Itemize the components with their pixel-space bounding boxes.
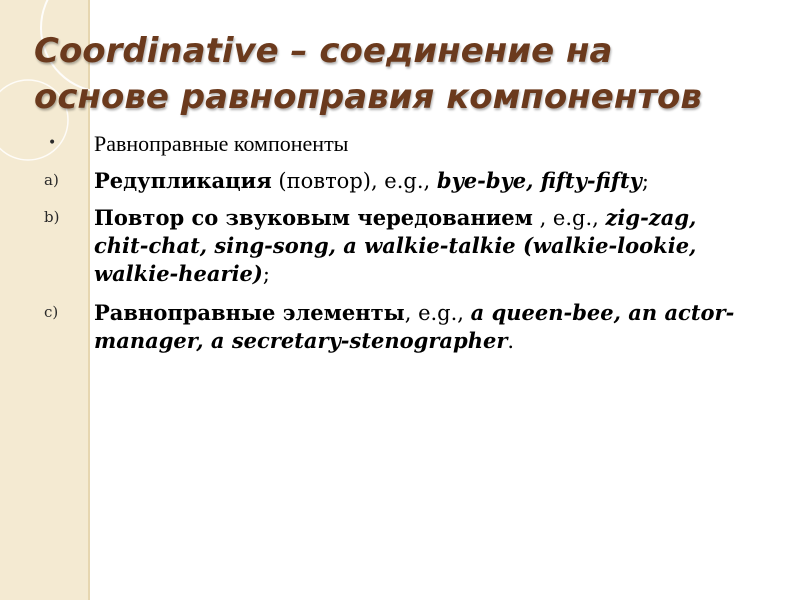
term-c: Равноправные элементы: [94, 300, 405, 325]
term-a: Редупликация: [94, 168, 272, 193]
term-b: Повтор со звуковым чередованием: [94, 205, 533, 230]
title-line-2: основе равноправия компонентов: [34, 77, 702, 117]
list-marker-c: c): [44, 303, 59, 321]
title-line-1: Coordinative – соединение на: [34, 31, 613, 71]
connector-b: , e.g.,: [532, 206, 606, 230]
list-marker-a: a): [44, 171, 59, 189]
end-b: ;: [262, 262, 270, 286]
end-a: ;: [641, 169, 649, 193]
list-text-c: [94, 299, 756, 355]
list-item-a: [44, 167, 756, 195]
slide-title: [34, 28, 774, 120]
list-text-b: [94, 204, 756, 288]
examples-b: zig-zag, chit-chat, sing-song, a walkie-talkie (walkie-lookie, walkie-hearie): [94, 205, 697, 286]
list-item-b: [44, 204, 756, 288]
bullet-text: Равноправные компоненты: [94, 131, 349, 156]
end-c: .: [507, 329, 515, 353]
list-text-a: [94, 167, 756, 195]
connector-a: (повтор), e.g.,: [271, 169, 437, 193]
bullet-marker: •: [48, 135, 57, 151]
examples-c: a queen-bee, an actor-manager, a secretary-stenographer: [94, 300, 735, 353]
slide-content: [44, 130, 756, 355]
examples-a: bye-bye, fifty-fifty: [436, 168, 642, 193]
bullet-item: [44, 130, 756, 157]
list-marker-b: b): [44, 208, 60, 226]
connector-c: , e.g.,: [404, 301, 471, 325]
list-item-c: [44, 299, 756, 355]
